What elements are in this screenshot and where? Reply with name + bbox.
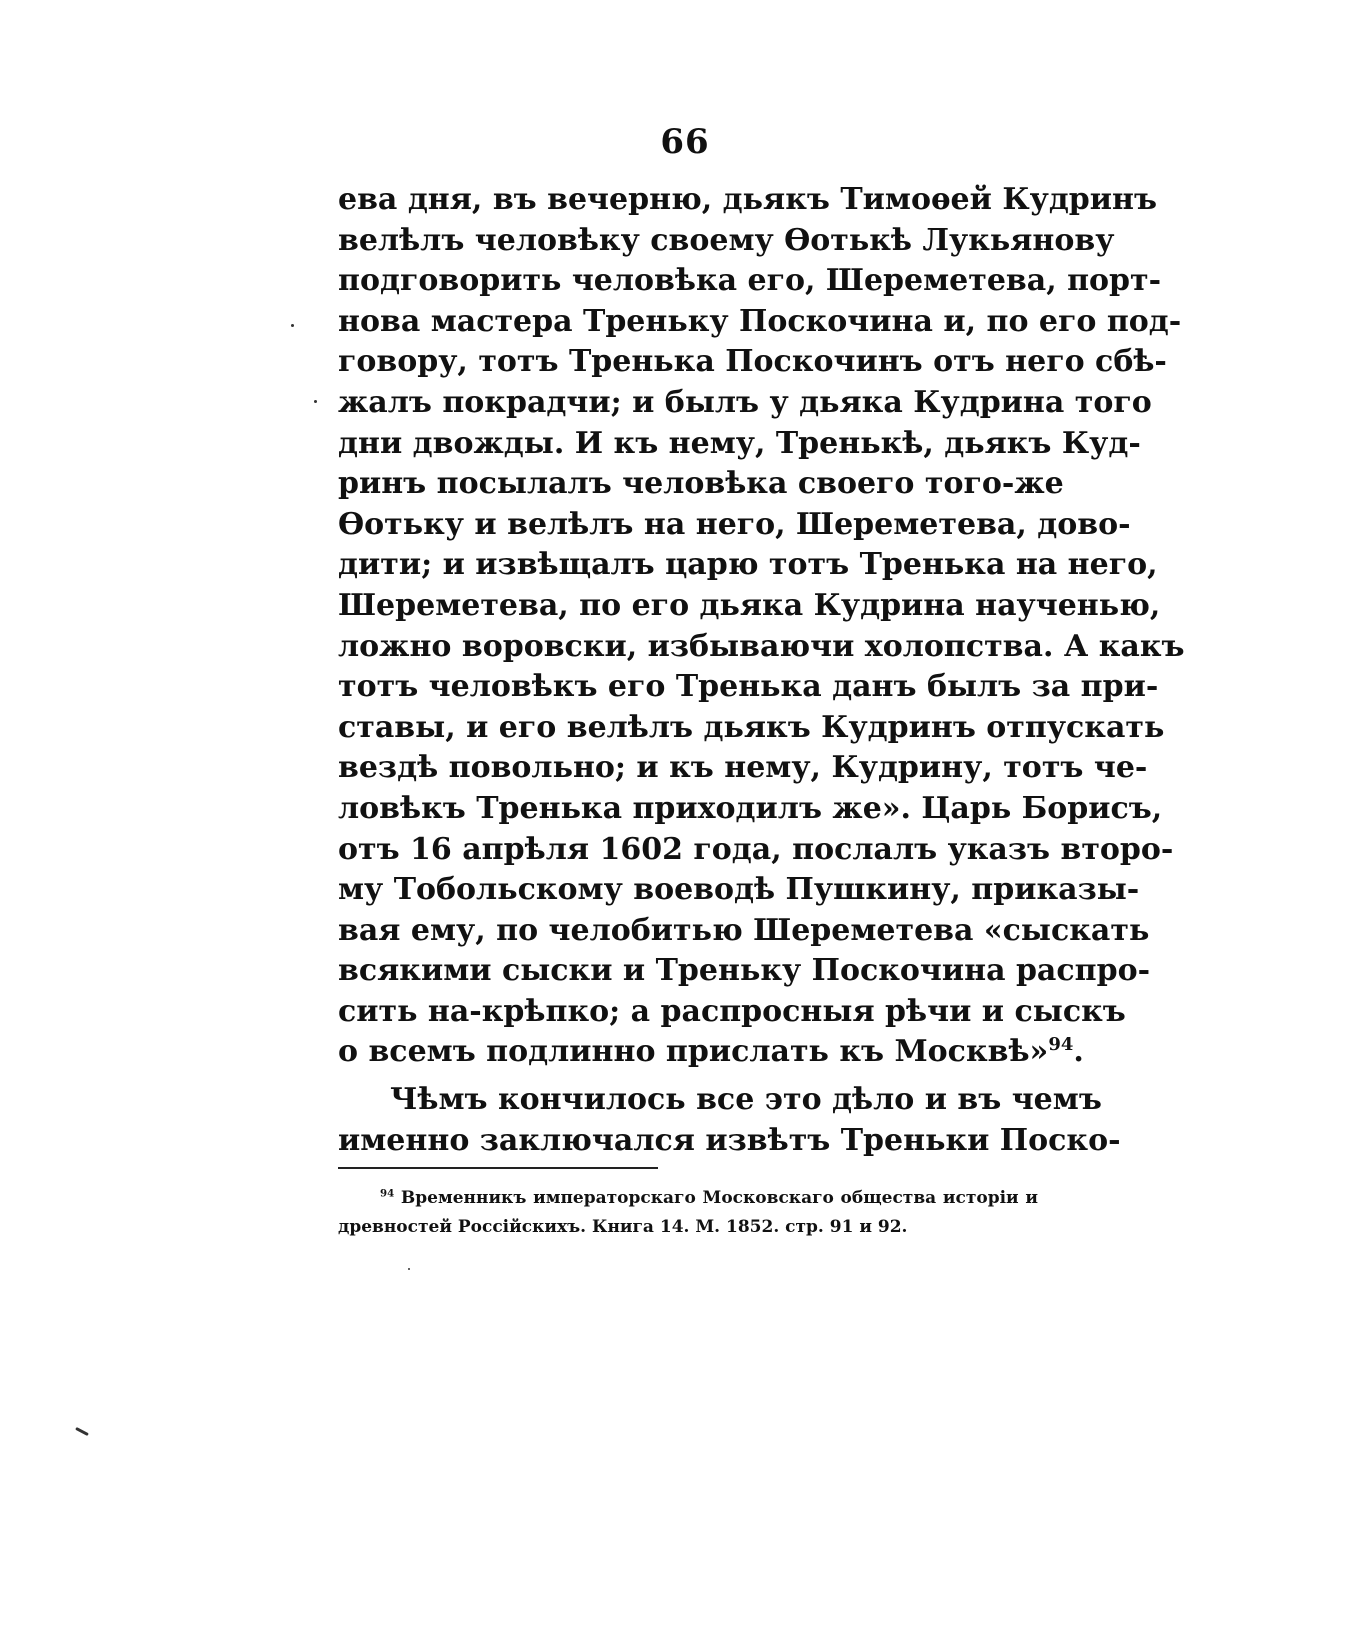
body-line: ставы, и его велѣлъ дьякъ Кудринъ отпускать (338, 709, 1165, 745)
body-line: ева дня, въ вечерню, дьякъ Тимоѳей Кудринъ (338, 182, 1158, 217)
body-line: всякими сыски и Треньку Поскочина распро- (338, 953, 1151, 989)
body-line: Чѣмъ кончилось все это дѣло и въ чемъ (390, 1082, 1102, 1118)
body-line: сить на-крѣпко; а распросныя рѣчи и сыскъ (338, 993, 1126, 1029)
footnote-divider (338, 1167, 658, 1169)
body-line: именно заключался извѣтъ Треньки Поско- (338, 1122, 1121, 1158)
body-line: жалъ покрадчи; и былъ у дьяка Кудрина того (338, 384, 1152, 420)
footnote-reference: 94 (1048, 1034, 1074, 1056)
body-line: тотъ человѣкъ его Тренька данъ былъ за при- (338, 669, 1159, 705)
body-line: ринъ посылалъ человѣка своего того-же (338, 466, 1064, 502)
page-number: 66 (660, 122, 710, 162)
body-line: вездѣ повольно; и къ нему, Кудрину, тотъ че- (338, 750, 1148, 786)
footnote-line: древностей Россійскихъ. Книга 14. М. 1852. стр. 91 и 92. (338, 1217, 908, 1237)
body-line: ловѣкъ Тренька приходилъ же». Царь Борисъ, (338, 790, 1163, 826)
body-line: нова мастера Треньку Поскочина и, по его под- (338, 303, 1182, 339)
scan-speck (75, 1427, 89, 1436)
footnote-line (338, 1184, 1038, 1213)
scan-speck (291, 324, 294, 327)
footnote (338, 1184, 1038, 1242)
body-line (338, 1032, 1084, 1073)
body-line: вая ему, по челобитью Шереметева «сыскать (338, 912, 1150, 948)
body-line: Ѳотьку и велѣлъ на него, Шереметева, дово- (338, 506, 1131, 542)
scan-speck (314, 400, 317, 403)
body-text (338, 180, 1185, 1161)
body-line: Шереметева, по его дьяка Кудрина наученью, (338, 587, 1161, 623)
footnote-marker: 94 (380, 1187, 395, 1200)
body-line: велѣлъ человѣку своему Ѳотькѣ Лукьянову (338, 222, 1115, 258)
body-line: дити; и извѣщалъ царю тотъ Тренька на него, (338, 547, 1158, 583)
body-line: дни двожды. И къ нему, Тренькѣ, дьякъ Куд- (338, 425, 1141, 461)
body-line-text: о всемъ подлинно прислать къ Москвѣ» (338, 1034, 1049, 1070)
body-line: отъ 16 апрѣля 1602 года, послалъ указъ второ- (338, 831, 1174, 867)
body-line: ложно воровски, избываючи холопства. А какъ (338, 628, 1185, 664)
scan-speck (408, 1268, 410, 1270)
footnote-line-text: Временникъ императорскаго Московскаго общества исторіи и (400, 1188, 1038, 1208)
body-line: му Тобольскому воеводѣ Пушкину, приказы- (338, 872, 1140, 908)
body-line: говору, тотъ Тренька Поскочинъ отъ него сбѣ- (338, 344, 1167, 380)
body-line-end: . (1073, 1034, 1084, 1070)
paragraph-1 (338, 180, 1185, 1032)
body-line: подговорить человѣка его, Шереметева, порт- (338, 263, 1162, 299)
